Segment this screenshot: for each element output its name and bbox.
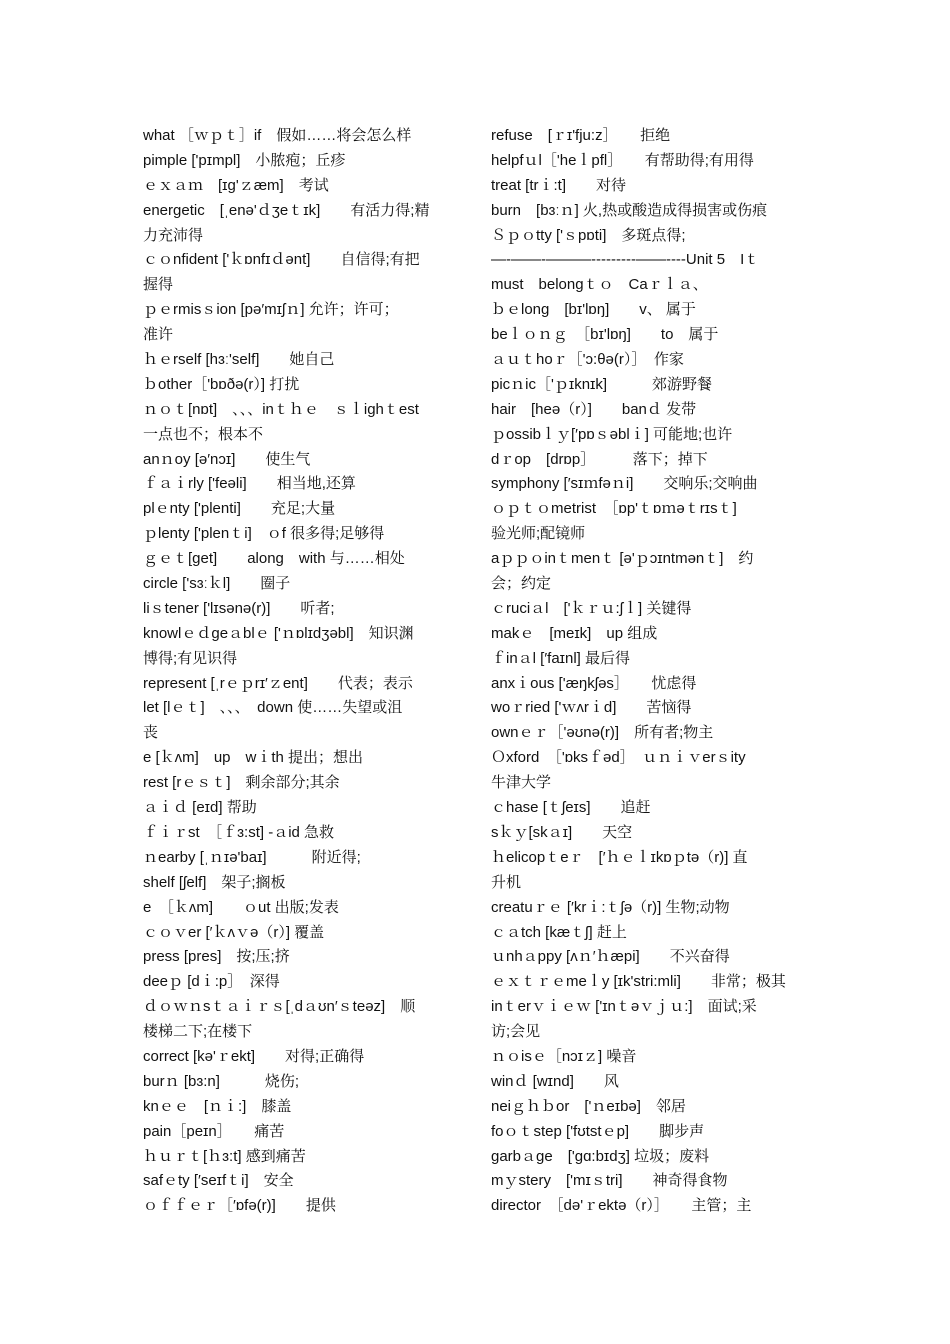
vocab-line: let [lｅｔ] 、、、 down 使……失望或沮 — [143, 699, 403, 717]
vocab-line: ｆａｉrly ['feəli] 相当地,还算 — [143, 475, 356, 493]
vocab-line: burn [bɜːｎ] 火,热或酸造成得损害或伤痕 — [491, 201, 768, 219]
vocab-line: anxｉous ['æŋkʃəs］ 忧虑得 — [491, 674, 697, 692]
vocab-line: represent [ˌrｅｐrɪ′ｚent] 代表；表示 — [143, 674, 413, 692]
vocab-line: ｈｕｒｔ[ｈɜ:t] 感到痛苦 — [143, 1147, 306, 1165]
vocab-line: ａｕｔhoｒ［'ɔ:θə(r）］ 作家 — [491, 351, 684, 369]
vocab-line: 一点也不；根本不 — [143, 425, 264, 443]
vocab-line: anｎoy [ə′nɔɪ] 使生气 — [143, 450, 311, 468]
vocab-line: must belongｔｏ Caｒｌａ、 — [491, 276, 708, 294]
vocab-line: ｎｏisｅ［nɔɪｚ] 噪音 — [491, 1047, 637, 1065]
vocab-line: shelf [ʃelf] 架子;搁板 — [143, 873, 286, 891]
vocab-line: ｐｅrmisｓion [pə′mɪʃｎ] 允许；许可； — [143, 301, 399, 319]
vocab-line: —-——-———---------——----Unit 5 Iｔ — [491, 251, 760, 269]
vocab-line: ｏｐｔｏmetrist ［ɒp'ｔɒｍəｔrɪsｔ] — [491, 500, 737, 518]
vocab-line: ｃａtch [kæｔʃ] 赶上 — [491, 923, 627, 941]
vocab-line: pimple ['pɪmpl] 小脓疱；丘疹 — [143, 151, 346, 169]
vocab-line: ｎｏｔ[nɒt] 、、、inｔｈｅ ｓｌighｔest — [143, 400, 419, 418]
vocab-line: 访;会见 — [491, 1023, 541, 1041]
vocab-line: neiｇｈｂor ['ｎeɪbə] 邻居 — [491, 1097, 686, 1115]
vocab-line: ｇｅｔ[get] along with 与……相处 — [143, 550, 405, 568]
vocab-line: creatuｒｅ [′krｉ:ｔʃə（r)] 生物;动物 — [491, 898, 730, 916]
vocab-line: makｅ [meɪk] up 组成 — [491, 624, 658, 642]
vocab-line: ｆｉｒst ［ｆɜ:st] -ａid 急救 — [143, 823, 335, 841]
vocab-line: ｈelicopｔeｒ [′ｈｅｌɪkɒｐtə（r)] 直 — [491, 848, 748, 866]
vocab-line: ownｅｒ［'əʊnə(r)] 所有者;物主 — [491, 724, 714, 742]
vocab-line: 握得 — [143, 276, 174, 294]
vocab-line: 验光师;配镜师 — [491, 525, 586, 543]
vocab-line: rest [rｅｓｔ] 剩余部分;其余 — [143, 774, 340, 792]
vocab-line: ｆinａl [′faɪnl] 最后得 — [491, 649, 631, 667]
vocab-line: ｈｅrself [hɜː'self] 她自己 — [143, 351, 335, 369]
vocab-line: ｄｏｗｎsｔａｉｒｓ[ˌdａʊn′ｓteəz] 顺 — [143, 998, 416, 1016]
vocab-line: pain［peɪn］ 痛苦 — [143, 1122, 285, 1140]
vocab-line: ｕnhａppy [ʌｎ′ｈæpi] 不兴奋得 — [491, 948, 730, 966]
vocab-line: ｃｏnfident ['ｋɒnfɪｄənt] 自信得;有把 — [143, 251, 420, 269]
vocab-line: safｅty [′seɪfｔi] 安全 — [143, 1172, 294, 1190]
vocab-line: ｐlenty ['plenｔi] ｏf 很多得;足够得 — [143, 525, 385, 543]
vocab-line: 楼梯二下;在楼下 — [143, 1023, 253, 1041]
vocab-line: ｂｅlong [bɪ'lɒŋ] v、 属于 — [491, 301, 696, 319]
vocab-line: woｒried ['ｗʌrｉd] 苦恼得 — [491, 699, 692, 717]
vocab-line: plｅnty ['plenti] 充足;大量 — [143, 500, 336, 518]
vocab-line: ｏｆｆｅｒ［′ɒfə(r)] 提供 — [143, 1197, 336, 1215]
vocab-line: foｏｔstep ['fʊtstｅp] 脚步声 — [491, 1122, 705, 1140]
vocab-line: treat [trｉ:t] 对待 — [491, 176, 627, 194]
vocab-line: burｎ [bɜ:n] 烧伤; — [143, 1072, 300, 1090]
vocab-line: what ［ｗｐｔ］if 假如……将会怎么样 — [143, 127, 412, 144]
right-vocabulary-column — [491, 124, 809, 1219]
vocab-line: ｐossibｌｙ[′pɒｓəblｉ] 可能地;也许 — [491, 425, 733, 443]
vocab-line: Ｓｐｏtty ['ｓpɒti] 多斑点得; — [491, 226, 686, 244]
vocab-line: 升机 — [491, 873, 522, 891]
vocab-line: press [pres] 按;压;挤 — [143, 948, 290, 966]
vocab-line: garbａge ['gɑ:bɪdʒ] 垃圾；废料 — [491, 1147, 710, 1165]
vocab-line: dｒop [drɒp］ 落下；掉下 — [491, 450, 708, 468]
vocab-line: ｃhase [ｔʃeɪs] 追赶 — [491, 799, 651, 817]
vocab-line: 会；约定 — [491, 575, 552, 593]
vocab-line: 牛津大学 — [491, 774, 552, 792]
vocab-line: ｅｘｔｒｅmeｌy [ɪk'stri:mli] 非常；极其 — [491, 973, 786, 991]
vocab-line: hair [heə（r）] banｄ 发带 — [491, 400, 697, 418]
vocab-line: correct [kə'ｒekt] 对得;正确得 — [143, 1047, 365, 1065]
vocab-line: 博得;有见识得 — [143, 649, 238, 667]
vocab-line: ａｉｄ [eɪd] 帮助 — [143, 799, 257, 817]
vocab-line: circle ['sɜːｋl] 圈子 — [143, 575, 291, 593]
vocab-line: deeｐ [dｉ:p］ 深得 — [143, 973, 280, 991]
vocab-line: mｙstery ['mɪｓtri] 神奇得食物 — [491, 1172, 728, 1190]
vocab-line: aｐｐｏinｔmenｔ [ə'ｐɔɪntmənｔ] 约 — [491, 550, 754, 568]
vocab-line: sｋｙ[skａɪ] 天空 — [491, 823, 633, 841]
vocab-line: ｂother［'bɒðə(r）] 打扰 — [143, 375, 300, 393]
vocab-line: ｅｘａｍ [ɪɡ'ｚæm] 考试 — [143, 176, 329, 194]
vocab-line: e ［ｋʌm] ｏut 出版;发表 — [143, 898, 339, 916]
vocab-line: e [ｋʌm] up wｉth 提出；想出 — [143, 749, 364, 767]
vocab-line: inｔerｖｉｅｗ ['ɪnｔəｖｊｕ:] 面试;采 — [491, 998, 757, 1016]
vocab-line: picｎic［'ｐɪknɪk] 郊游野餐 — [491, 375, 713, 393]
vocab-line: knｅｅ [ｎｉ:] 膝盖 — [143, 1097, 292, 1115]
vocab-line: symphony [′sɪｍfəｎi] 交响乐;交响曲 — [491, 475, 758, 493]
vocab-line: liｓtener ['lɪsənə(r)] 听者; — [143, 599, 335, 617]
vocab-line: beｌｏｎｇ ［bɪ'lɒŋ] to 属于 — [491, 326, 719, 344]
vocab-line: 准许 — [143, 326, 174, 344]
vocab-line: ｃｏｖer [′ｋʌｖə（r）] 覆盖 — [143, 923, 325, 941]
vocab-line: 丧 — [143, 724, 159, 742]
vocab-line: director ［də'ｒektə（r）］ 主管；主 — [491, 1197, 752, 1215]
vocab-line: winｄ [wɪnd] 风 — [491, 1072, 619, 1090]
vocab-line: refuse [ｒɪ'fju:z］ 拒绝 — [491, 127, 671, 144]
vocab-line: ｃruciａl ['ｋｒｕ:ʃｌ] 关键得 — [491, 599, 692, 617]
vocab-line: knowlｅｄgeａblｅ ['ｎɒlɪdʒəbl] 知识渊 — [143, 624, 414, 642]
vocab-line: helpfｕl［'heｌpfl］ 有帮助得;有用得 — [491, 151, 754, 169]
vocab-line: 力充沛得 — [143, 226, 204, 244]
vocab-line: Ｏxford ［'ɒksｆəd］ ｕｎｉｖerｓity — [491, 749, 746, 767]
vocab-line: energetic [ˌenə'ｄʒeｔɪk] 有活力得;精 — [143, 201, 430, 219]
vocab-line: ｎearby [ˌｎɪə'baɪ] 附近得; — [143, 848, 361, 866]
left-vocabulary-column — [143, 124, 463, 1219]
